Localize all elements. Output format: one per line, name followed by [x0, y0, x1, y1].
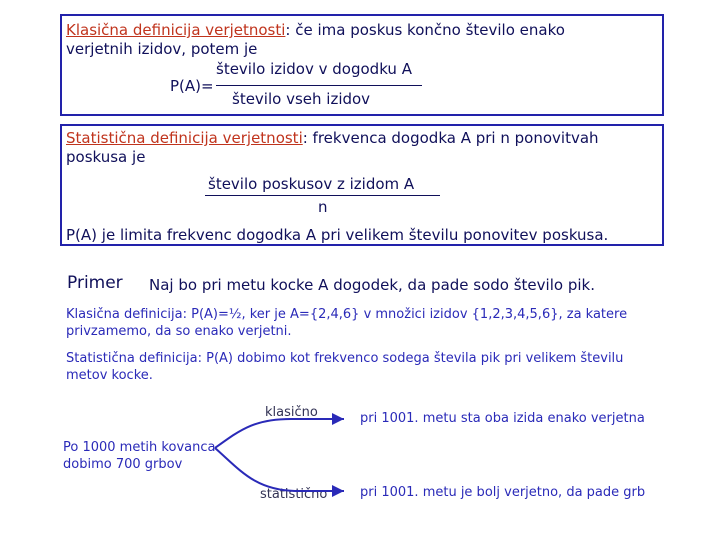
example-heading: Primer	[67, 273, 123, 293]
classical-denominator: število vseh izidov	[232, 90, 371, 108]
example-statistical-line2: metov kocke.	[66, 368, 153, 383]
coin-left-line1: Po 1000 metih kovanca	[63, 440, 216, 455]
statistical-definition-line2: poskusa je	[66, 148, 146, 166]
coin-result-bottom: pri 1001. metu je bolj verjetno, da pade grb	[360, 485, 646, 500]
statistical-definition-line1: Statistična definicija verjetnosti: frekvenca dogodka A pri n ponovitvah	[66, 129, 599, 147]
coin-branch-top-label: klasično	[265, 405, 318, 420]
statistical-limit-text: P(A) je limita frekvenc dogodka A pri velikem številu ponovitev poskusa.	[66, 226, 609, 244]
classical-formula-lhs: P(A)=	[170, 77, 214, 95]
example-classical-line1: Klasična definicija: P(A)=½, ker je A={2,4,6} v množici izidov {1,2,3,4,5,6}, za katere	[66, 307, 628, 322]
coin-result-top: pri 1001. metu sta oba izida enako verjetna	[360, 411, 645, 426]
statistical-numerator: število poskusov z izidom A	[208, 175, 415, 193]
coin-arrow-bottom	[215, 448, 344, 491]
classical-definition-line2: verjetnih izidov, potem je	[66, 40, 258, 58]
coin-left-line2: dobimo 700 grbov	[63, 457, 183, 472]
coin-arrow-top	[215, 419, 344, 448]
coin-branch-bottom-label: statistično	[260, 487, 328, 502]
example-classical-line2: privzamemo, da so enako verjetni.	[66, 324, 292, 339]
example-statistical-line1: Statistična definicija: P(A) dobimo kot frekvenco sodega števila pik pri velikem številu	[66, 351, 624, 366]
classical-definition-line1: Klasična definicija verjetnosti: če ima poskus končno število enako	[66, 21, 565, 39]
classical-definition-term: Klasična definicija verjetnosti	[66, 21, 286, 39]
classical-numerator: število izidov v dogodku A	[216, 60, 412, 78]
statistical-denominator: n	[318, 198, 328, 216]
statistical-definition-term: Statistična definicija verjetnosti	[66, 129, 303, 147]
example-statement: Naj bo pri metu kocke A dogodek, da pade sodo število pik.	[149, 276, 595, 294]
